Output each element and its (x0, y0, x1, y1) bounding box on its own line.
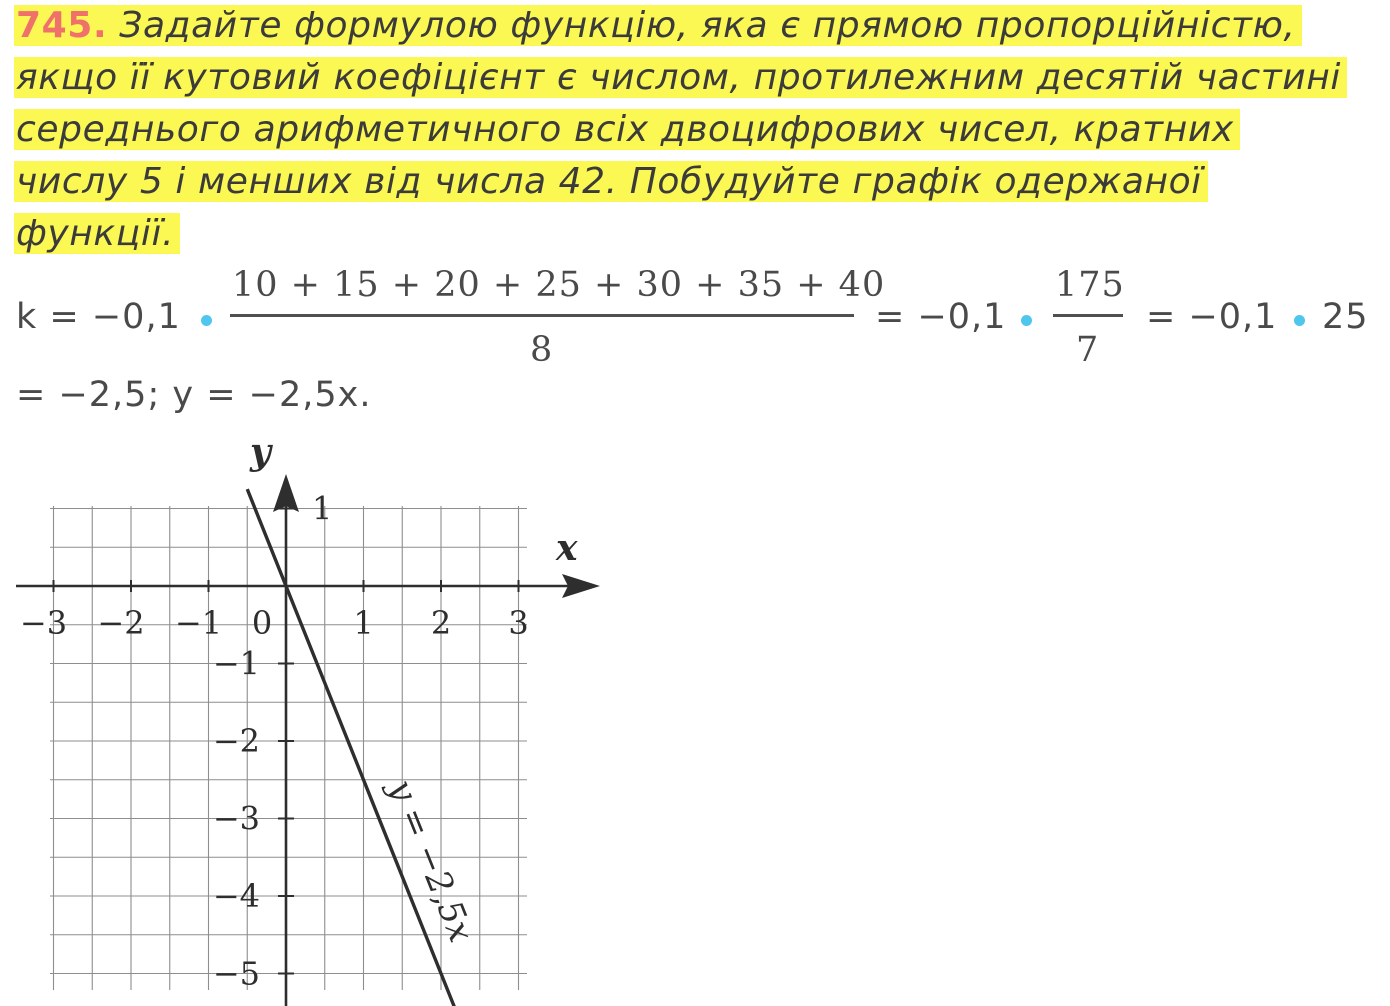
function-graph (0, 430, 620, 1006)
result-line: = −2,5; y = −2,5x. (16, 375, 372, 415)
y-tick-label: −3 (212, 799, 260, 838)
fraction2-bar (1053, 314, 1123, 317)
problem-number: 745. (16, 5, 108, 46)
function-line (247, 489, 456, 1006)
fraction2-numerator: 175 (1055, 265, 1125, 305)
y-tick-label: −1 (212, 644, 260, 683)
x-tick-label: −1 (174, 604, 223, 642)
fraction-bar (230, 314, 854, 317)
equals-step-2: = −0,1 (875, 297, 1007, 337)
k-equation: k = −0,1 (16, 297, 181, 337)
y-tick-label: 1 (312, 489, 333, 528)
x-tick-label: 2 (430, 604, 452, 642)
value-25: 25 (1322, 297, 1369, 337)
fraction-numerator: 10 + 15 + 20 + 25 + 30 + 35 + 40 (232, 265, 886, 305)
problem-line: функції. (14, 213, 180, 254)
problem-line: числу 5 і менших від числа 42. Побудуйте графік одержаної (14, 161, 1208, 202)
equals-step-3: = −0,1 (1146, 297, 1278, 337)
fraction2-denominator: 7 (1076, 330, 1100, 370)
x-tick-label: 3 (508, 604, 529, 642)
problem-line: якщо її кутовий коефіцієнт є числом, протилежним десятій частині (14, 57, 1347, 98)
multiply-dot (201, 315, 212, 326)
y-tick-label: −2 (212, 722, 260, 760)
y-tick-label: −4 (212, 877, 260, 915)
x-tick-label: 1 (353, 604, 374, 642)
x-tick-label: 0 (251, 604, 273, 642)
y-tick-label: −5 (212, 954, 260, 993)
x-tick-label: −3 (19, 604, 68, 642)
multiply-dot (1021, 315, 1032, 326)
fraction-denominator: 8 (530, 330, 554, 370)
x-axis-label: x (556, 527, 578, 569)
problem-line: середнього арифметичного всіх двоцифрових чисел, кратних (14, 109, 1240, 150)
y-axis-label: y (250, 431, 271, 473)
problem-line: Задайте формулою функцію, яка є прямою пропорційністю, (119, 5, 1296, 46)
x-tick-label: −2 (97, 604, 145, 642)
function-label: y = −2,5x (380, 774, 481, 948)
solution (0, 0, 1390, 420)
multiply-dot (1294, 315, 1305, 326)
